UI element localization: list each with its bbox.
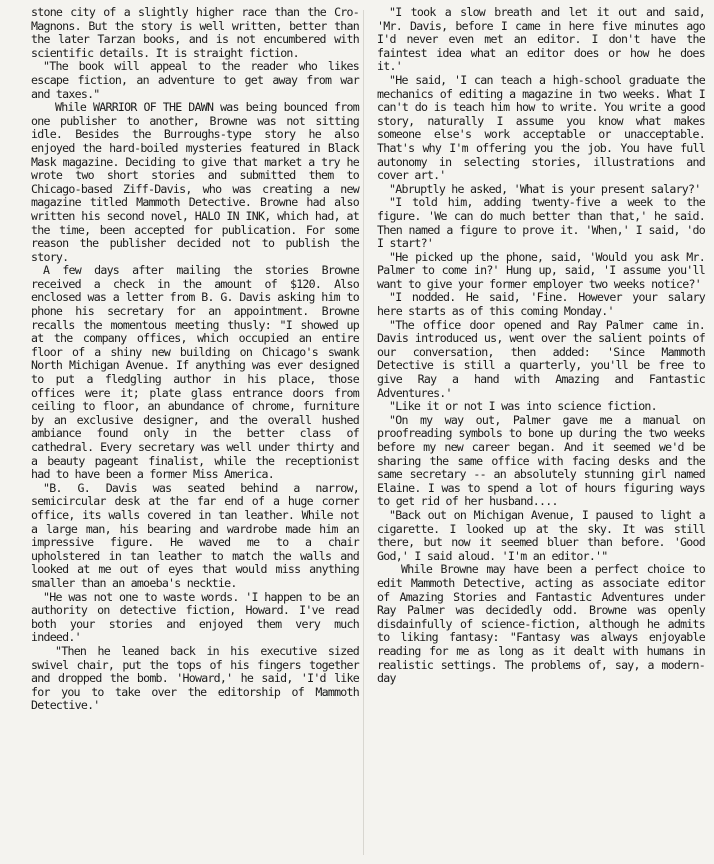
paragraph-right-6: "I nodded. He said, 'Fine. However your salary here starts as of this coming Monday.': [377, 290, 705, 319]
paragraph-left-3: While WARRIOR OF THE DAWN was being bounced from one publisher to another, Browne was not sitting idle. Besides the Burroughs-type story he also enjoyed the hard-boiled mysteries featured in Black Mask magazine. Deciding to give that market a try he wrote two short stories and submitted them to Chicago-based Ziff-Davis, who was creating a new magazine titled Mammoth Detective. Browne had also written his second novel, HALO IN INK, which had, at the time, been accepted for publication. For some reason the publisher decided not to publish the story.: [31, 100, 359, 264]
paragraph-left-4: A few days after mailing the stories Browne received a check in the amount of $120. Also enclosed was a letter from B. G. Davis asking him to phone his secretary for an appointment. Browne recalls the momentous meeting thusly: "I showed up at the company offices, which occupied an entire floor of a shiny new building on Chicago's swank North Michigan Avenue. If anything was ever designed to put a fledgling author in his place, those offices were it; plate glass entrance doors from ceiling to floor, an abundance of chrome, furniture by an exclusive designer, and the overall hushed ambiance found only in the better class of cathedral. Every secretary was well under thirty and a beauty pageant finalist, while the receptionist had to have been a former Miss America.: [31, 263, 359, 482]
paragraph-right-5: "He picked up the phone, said, 'Would you ask Mr. Palmer to come in?' Hung up, said, 'I assume you'll want to give your former employer two weeks notice?': [377, 249, 705, 291]
paragraph-right-1: "I took a slow breath and let it out and said, 'Mr. Davis, before I came in here five minutes ago I'd never even met an editor. I don't have the faintest idea what an editor does or how he does it.': [377, 5, 705, 74]
paragraph-right-7: "The office door opened and Ray Palmer came in. Davis introduced us, went over the salient points of our conversation, then added: 'Since Mammoth Detective is still a quarterly, you'll be free to give Ray a hand with Amazing and Fantastic Adventures.': [377, 317, 705, 400]
paragraph-right-8: "Like it or not I was into science fiction.: [389, 399, 657, 414]
paragraph-left-7: "Then he leaned back in his executive sized swivel chair, put the tops of his fingers together and dropped the bomb. 'Howard,' he said, 'I'd like for you to take over the editorship of Mammoth Detective.': [31, 643, 359, 713]
paragraph-right-10: "Back out on Michigan Avenue, I paused to light a cigarette. I looked up at the sky. It was still there, but now it seemed bluer than before. 'Good God,' I said aloud. 'I'm an editor.'": [377, 507, 705, 563]
paragraph-right-9: "On my way out, Palmer gave me a manual on proofreading symbols to bone up during the two weeks before my new career began. And it seemed we'd be sharing the same office with facing desks and the same secretary -- an absolutely stunning girl named Elaine. I was to spend a lot of hours figuring ways to get rid of her husband....: [377, 412, 705, 509]
paragraph-right-3: "Abruptly he asked, 'What is your present salary?': [389, 181, 701, 196]
column-gutter: [363, 10, 364, 855]
right-column: [377, 6, 705, 686]
paragraph-left-2: "The book will appeal to the reader who likes escape fiction, an adventure to get away from war and taxes.": [31, 59, 359, 101]
paragraph-right-11: While Browne may have been a perfect choice to edit Mammoth Detective, acting as associate editor of Amazing Stories and Fantastic Adventures under Ray Palmer was decidedly odd. Browne was openly disdainfully of science-fiction, although he admits to liking fantasy: "Fantasy was always enjoyable reading for me as long as it dealt with humans in realistic settings. The problems of, say, a modern-day: [377, 562, 705, 686]
paragraph-right-2: "He said, 'I can teach a high-school graduate the mechanics of editing a magazine in two weeks. What I can't do is teach him how to write. You write a good story, naturally I assume you know what makes someone else's work acceptable or unacceptable. That's why I'm offering you the job. You have full autonomy in selecting stories, illustrations and cover art.': [377, 72, 705, 183]
paragraph-left-6: "He was not one to waste words. 'I happen to be an authority on detective fiction, Howard. I've read both your stories and enjoyed them very much indeed.': [31, 589, 359, 645]
paragraph-right-4: "I told him, adding twenty-five a week to the figure. 'We can do much better than that,' he said. Then named a figure to prove it. 'When,' I said, 'do I start?': [377, 195, 705, 251]
left-column: [31, 6, 359, 713]
paragraph-left-5: "B. G. Davis was seated behind a narrow, semicircular desk at the far end of a huge corner office, its walls covered in tan leather. While not a large man, his bearing and wardrobe made him an impressive figure. He waved me to a chair upholstered in tan leather to match the walls and looked at me out of eyes that would miss anything smaller than an amoeba's necktie.: [31, 480, 359, 590]
paragraph-left-1: stone city of a slightly higher race than the Cro-Magnons. But the story is well written, better than the later Tarzan books, and is not encumbered with scientific details. It is straight fiction.: [31, 5, 359, 60]
